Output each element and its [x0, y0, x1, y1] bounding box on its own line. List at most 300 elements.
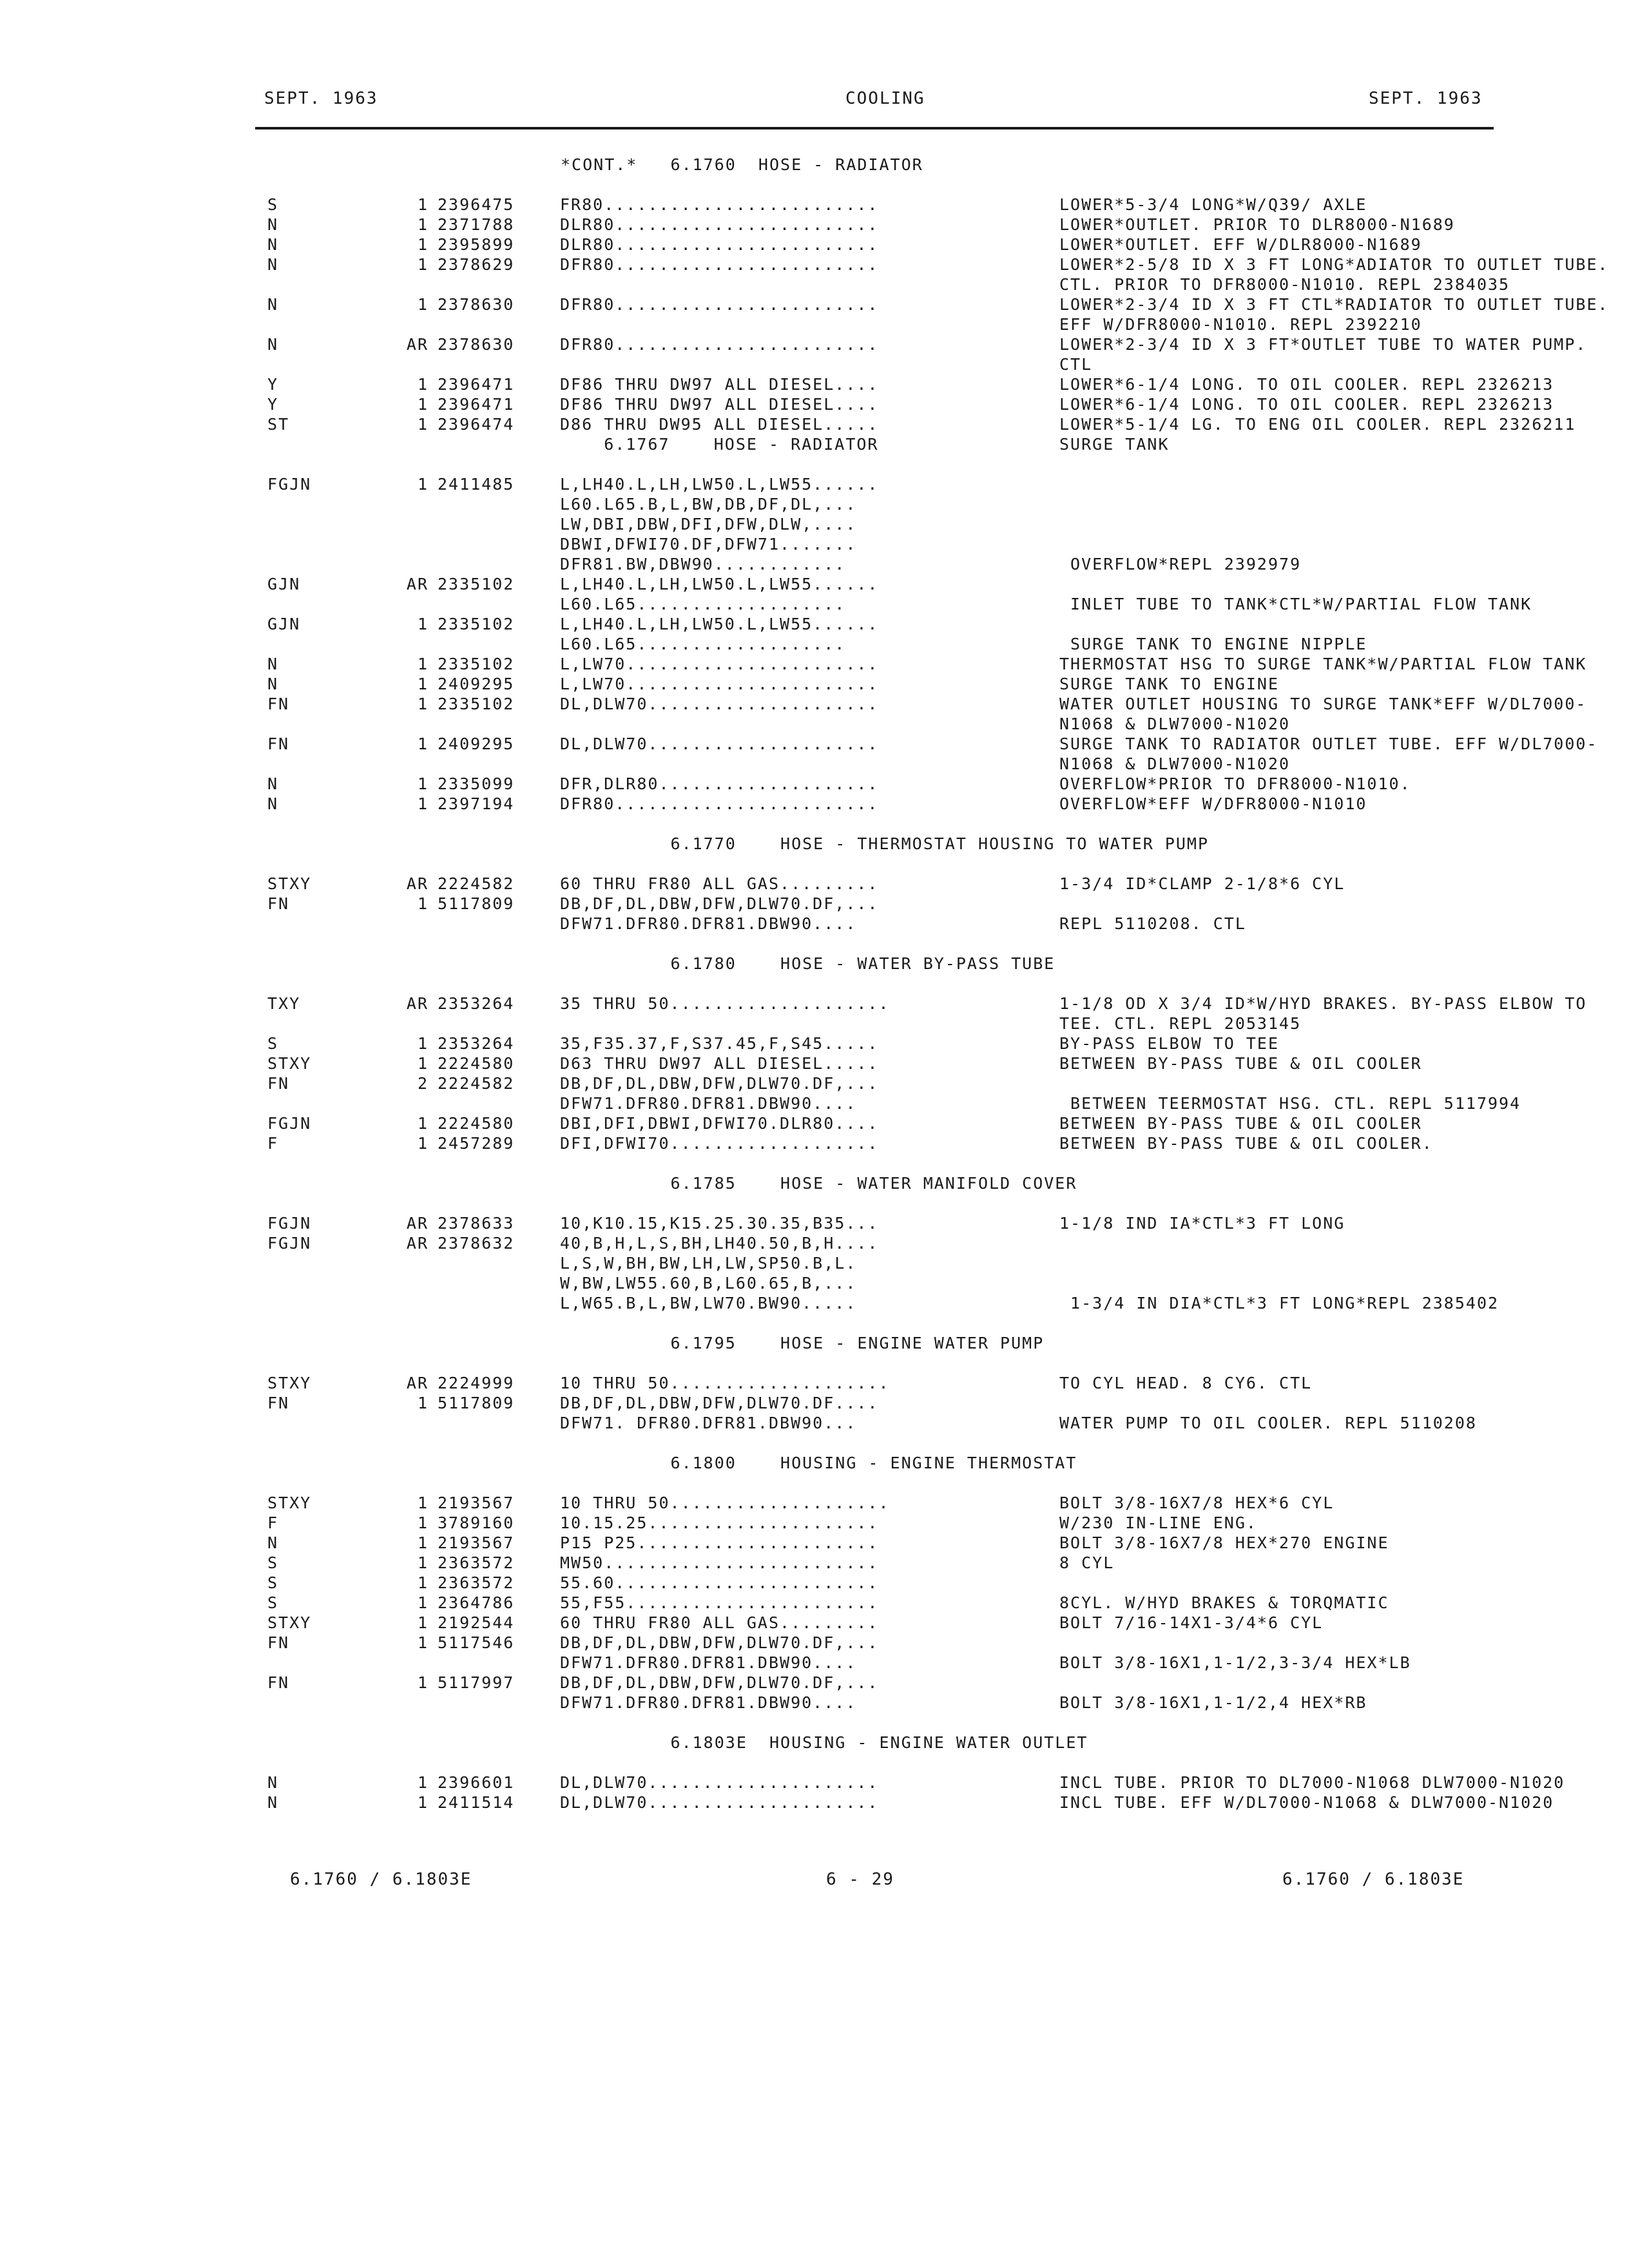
models: FR80......................... [560, 195, 879, 214]
remarks: REPL 5110208. CTL [1059, 914, 1246, 933]
part-number [429, 354, 560, 374]
quantity [390, 534, 429, 554]
part-row [267, 734, 1598, 754]
section-heading: *CONT.* 6.1760 HOSE - RADIATOR [561, 155, 923, 174]
part-row [267, 714, 1505, 734]
part-row [267, 694, 1587, 714]
part-row [267, 1014, 1505, 1033]
spacer [267, 1713, 1505, 1733]
part-number: 2396471 [438, 395, 515, 414]
part-row [267, 1792, 1554, 1812]
part-number [429, 1653, 560, 1673]
models: DLR80........................ [560, 235, 879, 254]
remarks: INCL TUBE. EFF W/DL7000-N1068 & DLW7000-N1020 [1059, 1793, 1554, 1812]
models: 10.15.25..................... [560, 1514, 879, 1532]
quantity: AR [406, 575, 429, 593]
part-row [267, 354, 1505, 374]
part-row [267, 374, 1554, 394]
quantity [390, 1093, 429, 1113]
part-number: 2411514 [438, 1793, 515, 1812]
part-number: 5117997 [438, 1673, 515, 1692]
quantity [390, 1413, 429, 1433]
models: LW,DBI,DBW,DFI,DFW,DLW,.... [560, 515, 857, 533]
part-number: 2224580 [438, 1114, 515, 1133]
quantity [390, 1693, 429, 1713]
part-number: 2378630 [438, 335, 515, 354]
usage-code: N [267, 655, 279, 673]
quantity: AR [406, 1234, 429, 1253]
spacer [267, 1433, 1505, 1453]
spacer [267, 1153, 1505, 1173]
spacer [267, 974, 1505, 994]
usage-code [267, 1653, 390, 1673]
part-number: 2335102 [438, 615, 515, 633]
part-number: 2378633 [438, 1214, 515, 1233]
models: DFR80........................ [560, 255, 879, 274]
part-number [429, 494, 560, 514]
part-number: 2371788 [438, 215, 515, 234]
spacer [267, 934, 1505, 954]
models: DFW71.DFR80.DFR81.DBW90.... [560, 1693, 857, 1712]
quantity [390, 1253, 429, 1273]
remarks: EFF W/DFR8000-N1010. REPL 2392210 [1059, 315, 1422, 334]
remarks: LOWER*5-3/4 LONG*W/Q39/ AXLE [1059, 195, 1367, 214]
quantity: 1 [417, 695, 429, 713]
remarks [1059, 614, 1505, 634]
part-row [267, 1073, 1505, 1093]
models [560, 274, 1059, 294]
remarks: WATER PUMP TO OIL COOLER. REPL 5110208 [1059, 1414, 1477, 1432]
header-date-left: SEPT. 1963 [264, 89, 378, 108]
part-number: 5117809 [438, 1394, 515, 1412]
remarks: TEE. CTL. REPL 2053145 [1059, 1014, 1302, 1033]
section-heading: 6.1770 HOSE - THERMOSTAT HOUSING TO WATER PUMP [561, 834, 1210, 853]
usage-code: GJN [267, 615, 301, 633]
remarks: LOWER*6-1/4 LONG. TO OIL COOLER. REPL 2326213 [1059, 375, 1554, 394]
usage-code: S [267, 1593, 279, 1612]
remarks [1059, 574, 1505, 594]
models: L60.L65................... [560, 595, 846, 613]
part-number: 2335102 [438, 695, 515, 713]
usage-code [267, 514, 390, 534]
models: L,LW70....................... [560, 655, 879, 673]
usage-code: S [267, 1573, 279, 1592]
usage-code [267, 1413, 390, 1433]
usage-code: FN [267, 1394, 290, 1412]
remarks: BETWEEN TEERMOSTAT HSG. CTL. REPL 5117994 [1059, 1094, 1521, 1113]
usage-code: STXY [267, 1054, 312, 1073]
quantity: 1 [417, 195, 429, 214]
quantity: AR [406, 994, 429, 1013]
usage-code [267, 494, 390, 514]
models: DFR80........................ [560, 295, 879, 314]
models: DB,DF,DL,DBW,DFW,DLW70.DF,... [560, 1633, 879, 1652]
section-heading: 6.1780 HOSE - WATER BY-PASS TUBE [561, 954, 1055, 973]
part-row [267, 1673, 1505, 1693]
remarks: N1068 & DLW7000-N1020 [1059, 754, 1291, 773]
quantity: 1 [417, 1394, 429, 1412]
quantity [390, 754, 429, 774]
remarks: BETWEEN BY-PASS TUBE & OIL COOLER [1059, 1114, 1422, 1133]
usage-code [267, 1014, 390, 1033]
models: DFI,DFWI70................... [560, 1134, 879, 1153]
models: L,S,W,BH,BW,LH,LW,SP50.B,L. [560, 1254, 857, 1273]
usage-code [267, 434, 390, 454]
quantity: 1 [417, 235, 429, 254]
remarks: BETWEEN BY-PASS TUBE & OIL COOLER [1059, 1054, 1422, 1073]
part-row [267, 1493, 1505, 1513]
part-row [267, 1373, 1505, 1393]
part-row [267, 1633, 1505, 1653]
part-row [267, 215, 1505, 235]
usage-code: S [267, 1034, 279, 1053]
part-row [267, 674, 1505, 694]
header-rule [255, 127, 1494, 130]
spacer [267, 1193, 1505, 1213]
spacer [267, 854, 1505, 874]
remarks: SURGE TANK TO ENGINE [1059, 675, 1280, 693]
quantity: 1 [417, 1613, 429, 1632]
usage-code [267, 274, 390, 294]
usage-code: N [267, 255, 279, 274]
spacer [267, 454, 1505, 474]
usage-code [267, 914, 390, 934]
part-row [267, 594, 1532, 614]
models: DB,DF,DL,DBW,DFW,DLW70.DF.... [560, 1394, 879, 1412]
part-row [267, 1773, 1565, 1792]
remarks: BOLT 7/16-14X1-3/4*6 CYL [1059, 1613, 1324, 1632]
quantity [390, 594, 429, 614]
models: MW50......................... [560, 1553, 879, 1572]
remarks: N1068 & DLW7000-N1020 [1059, 715, 1291, 733]
models [560, 754, 1059, 774]
usage-code: FGJN [267, 1234, 312, 1253]
part-number: 2409295 [438, 675, 515, 693]
quantity [390, 1653, 429, 1673]
part-number: 2335102 [438, 575, 515, 593]
quantity [390, 354, 429, 374]
part-row [267, 195, 1505, 215]
quantity [390, 914, 429, 934]
part-number [429, 1273, 560, 1293]
quantity: 2 [417, 1074, 429, 1093]
usage-code: FN [267, 695, 290, 713]
part-number [429, 714, 560, 734]
part-row [267, 1693, 1505, 1713]
remarks: OVERFLOW*PRIOR TO DFR8000-N1010. [1059, 774, 1411, 793]
models: DLR80........................ [560, 215, 879, 234]
models [560, 314, 1059, 334]
models: P15 P25...................... [560, 1533, 879, 1552]
models: 40,B,H,L,S,BH,LH40.50,B,H.... [560, 1234, 879, 1253]
models: DF86 THRU DW97 ALL DIESEL.... [560, 395, 879, 414]
part-row [267, 914, 1505, 934]
models: 10 THRU 50.................... [560, 1374, 890, 1392]
usage-code [267, 1273, 390, 1293]
models: L,LH40.L,LH,LW50.L,LW55...... [560, 475, 879, 494]
quantity: 1 [417, 675, 429, 693]
quantity [390, 274, 429, 294]
models: DFR,DLR80.................... [560, 774, 879, 793]
spacer [267, 175, 1505, 195]
part-number: 2224580 [438, 1054, 515, 1073]
remarks: BOLT 3/8-16X7/8 HEX*270 ENGINE [1059, 1533, 1389, 1552]
part-number [429, 314, 560, 334]
models: DL,DLW70..................... [560, 1793, 879, 1812]
quantity: 1 [417, 1673, 429, 1692]
quantity: 1 [417, 1114, 429, 1133]
part-number [429, 434, 560, 454]
models: DL,DLW70..................... [560, 735, 879, 753]
quantity: 1 [417, 735, 429, 753]
models: DFW71.DFR80.DFR81.DBW90.... [560, 1094, 857, 1113]
part-number: 2395899 [438, 235, 515, 254]
usage-code: STXY [267, 1494, 312, 1512]
section-heading: 6.1785 HOSE - WATER MANIFOLD COVER [561, 1174, 1077, 1193]
models: D86 THRU DW95 ALL DIESEL..... [560, 415, 879, 434]
usage-code: FGJN [267, 1114, 312, 1133]
models: 60 THRU FR80 ALL GAS......... [560, 1613, 879, 1632]
part-row [267, 514, 1505, 534]
spacer [267, 1473, 1505, 1493]
part-number: 2224999 [438, 1374, 515, 1392]
models [560, 1014, 1059, 1033]
remarks [1059, 1673, 1505, 1693]
models: 60 THRU FR80 ALL GAS......... [560, 874, 879, 893]
part-number [429, 1093, 560, 1113]
part-number: 2363572 [438, 1573, 515, 1592]
part-row [267, 314, 1505, 334]
usage-code [267, 714, 390, 734]
part-row [267, 1413, 1505, 1433]
part-row [267, 994, 1587, 1014]
remarks [1059, 894, 1505, 914]
part-row [267, 574, 1505, 594]
part-number: 2353264 [438, 1034, 515, 1053]
quantity: 1 [417, 1633, 429, 1652]
footer-range-right: 6.1760 / 6.1803E [1282, 1870, 1465, 1889]
part-row [267, 434, 1505, 454]
models: L,LW70....................... [560, 675, 879, 693]
models: DFW71. DFR80.DFR81.DBW90... [560, 1414, 857, 1432]
part-row [267, 1593, 1505, 1613]
models [560, 714, 1059, 734]
usage-code: FN [267, 1633, 290, 1652]
part-row [267, 1113, 1505, 1133]
section-heading: 6.1800 HOUSING - ENGINE THERMOSTAT [561, 1454, 1077, 1472]
models: D63 THRU DW97 ALL DIESEL..... [560, 1054, 879, 1073]
part-number [429, 1693, 560, 1713]
remarks: BY-PASS ELBOW TO TEE [1059, 1034, 1280, 1053]
models: DB,DF,DL,DBW,DFW,DLW70.DF,... [560, 1673, 879, 1692]
remarks: SURGE TANK TO RADIATOR OUTLET TUBE. EFF W/DL7000- [1059, 735, 1598, 753]
part-number [429, 554, 560, 574]
spacer [267, 1753, 1505, 1773]
header-section-title: COOLING [845, 89, 925, 108]
part-row [267, 614, 1505, 634]
remarks: LOWER*5-1/4 LG. TO ENG OIL COOLER. REPL 2326211 [1059, 415, 1576, 434]
part-row [267, 1213, 1505, 1233]
usage-code: STXY [267, 1613, 312, 1632]
usage-code: N [267, 1533, 279, 1552]
quantity: 1 [417, 295, 429, 314]
remarks: LOWER*2-3/4 ID X 3 FT*OUTLET TUBE TO WATER PUMP. [1059, 335, 1587, 354]
usage-code: FGJN [267, 1214, 312, 1233]
models: DBI,DFI,DBWI,DFWI70.DLR80.... [560, 1114, 879, 1133]
part-number: 2193567 [438, 1533, 515, 1552]
usage-code: FN [267, 1673, 290, 1692]
usage-code: N [267, 215, 279, 234]
remarks [1059, 1073, 1505, 1093]
models: DL,DLW70..................... [560, 1773, 879, 1792]
remarks: 1-1/8 IND IA*CTL*3 FT LONG [1059, 1214, 1345, 1233]
quantity [390, 554, 429, 574]
remarks: OVERFLOW*REPL 2392979 [1059, 555, 1302, 573]
part-row [267, 255, 1609, 274]
remarks: WATER OUTLET HOUSING TO SURGE TANK*EFF W/DL7000- [1059, 695, 1587, 713]
quantity: 1 [417, 655, 429, 673]
usage-code: TXY [267, 994, 301, 1013]
quantity: AR [406, 1214, 429, 1233]
part-row [267, 754, 1505, 774]
spacer [267, 1313, 1505, 1333]
quantity: 1 [417, 1514, 429, 1532]
quantity: 1 [417, 1134, 429, 1153]
usage-code: N [267, 774, 279, 793]
quantity: 1 [417, 1054, 429, 1073]
part-number: 2363572 [438, 1553, 515, 1572]
part-row [267, 1533, 1505, 1553]
quantity [390, 434, 429, 454]
models: 55,F55....................... [560, 1593, 879, 1612]
usage-code [267, 634, 390, 654]
models: DB,DF,DL,DBW,DFW,DLW70.DF,... [560, 894, 879, 913]
usage-code: N [267, 1793, 279, 1812]
models: 55.60........................ [560, 1573, 879, 1592]
parts-listing [267, 155, 1609, 1812]
part-number: 2224582 [438, 1074, 515, 1093]
part-row [267, 1653, 1505, 1673]
part-number: 2224582 [438, 874, 515, 893]
part-row [267, 334, 1587, 354]
models: DFW71.DFR80.DFR81.DBW90.... [560, 1653, 857, 1672]
remarks [1059, 1633, 1505, 1653]
quantity: 1 [417, 1533, 429, 1552]
models: L,LH40.L,LH,LW50.L,LW55...... [560, 615, 879, 633]
quantity [390, 314, 429, 334]
part-number: 2378632 [438, 1234, 515, 1253]
quantity: 1 [417, 475, 429, 494]
models: DFR80........................ [560, 335, 879, 354]
remarks: 1-3/4 IN DIA*CTL*3 FT LONG*REPL 2385402 [1059, 1294, 1499, 1312]
models: 35 THRU 50.................... [560, 994, 890, 1013]
part-row [267, 1033, 1505, 1053]
part-row [267, 1293, 1505, 1313]
quantity: 1 [417, 1553, 429, 1572]
quantity [390, 494, 429, 514]
usage-code: Y [267, 375, 279, 394]
models: DFR80........................ [560, 794, 879, 813]
part-number: 2411485 [438, 475, 515, 494]
part-number: 2457289 [438, 1134, 515, 1153]
part-row [267, 654, 1587, 674]
usage-code: N [267, 235, 279, 254]
part-number: 5117809 [438, 894, 515, 913]
remarks: INCL TUBE. PRIOR TO DL7000-N1068 DLW7000-N1020 [1059, 1773, 1565, 1792]
part-number: 2378630 [438, 295, 515, 314]
quantity: 1 [417, 215, 429, 234]
models: DF86 THRU DW97 ALL DIESEL.... [560, 375, 879, 394]
remarks: 8CYL. W/HYD BRAKES & TORQMATIC [1059, 1593, 1389, 1612]
part-number: 2409295 [438, 735, 515, 753]
part-row [267, 874, 1505, 894]
quantity: 1 [417, 1793, 429, 1812]
part-row [267, 494, 1505, 514]
part-number [429, 754, 560, 774]
remarks: BOLT 3/8-16X1,1-1/2,4 HEX*RB [1059, 1693, 1367, 1712]
usage-code: N [267, 1773, 279, 1792]
part-number: 3789160 [438, 1514, 515, 1532]
quantity [390, 1273, 429, 1293]
remarks: 8 CYL [1059, 1553, 1115, 1572]
quantity: 1 [417, 415, 429, 434]
remarks: LOWER*2-5/8 ID X 3 FT LONG*ADIATOR TO OUTLET TUBE. [1059, 255, 1609, 274]
part-row [267, 294, 1609, 314]
remarks: BOLT 3/8-16X1,1-1/2,3-3/4 HEX*LB [1059, 1653, 1411, 1672]
quantity: 1 [417, 375, 429, 394]
quantity: 1 [417, 894, 429, 913]
part-row [267, 414, 1576, 434]
usage-code [267, 1293, 390, 1313]
remarks [1059, 1573, 1505, 1593]
models: W,BW,LW55.60,B,L60.65,B,... [560, 1274, 857, 1293]
part-number [429, 1014, 560, 1033]
usage-code [267, 594, 390, 614]
remarks: SURGE TANK [1059, 435, 1170, 454]
models: DB,DF,DL,DBW,DFW,DLW70.DF,... [560, 1074, 879, 1093]
part-row [267, 1573, 1505, 1593]
remarks: THERMOSTAT HSG TO SURGE TANK*W/PARTIAL FLOW TANK [1059, 655, 1587, 673]
usage-code: Y [267, 395, 279, 414]
usage-code [267, 534, 390, 554]
part-number: 5117546 [438, 1633, 515, 1652]
spacer [267, 814, 1505, 834]
usage-code: STXY [267, 1374, 312, 1392]
models: 10,K10.15,K15.25.30.35,B35... [560, 1214, 879, 1233]
remarks [1059, 474, 1505, 494]
part-number: 2364786 [438, 1593, 515, 1612]
quantity: AR [406, 1374, 429, 1392]
quantity: AR [406, 335, 429, 354]
part-row [267, 1053, 1505, 1073]
remarks: BETWEEN BY-PASS TUBE & OIL COOLER. [1059, 1134, 1433, 1153]
quantity: 1 [417, 1034, 429, 1053]
quantity: 1 [417, 255, 429, 274]
remarks: LOWER*OUTLET. PRIOR TO DLR8000-N1689 [1059, 215, 1455, 234]
usage-code: ST [267, 415, 290, 434]
quantity: 1 [417, 1773, 429, 1792]
remarks: SURGE TANK TO ENGINE NIPPLE [1059, 635, 1367, 653]
usage-code [267, 314, 390, 334]
models: DFR81.BW,DBW90............ [560, 555, 846, 573]
models: 6.1767 HOSE - RADIATOR [560, 435, 879, 454]
usage-code [267, 1693, 390, 1713]
part-row [267, 1133, 1505, 1153]
part-row [267, 794, 1505, 814]
part-number [429, 1253, 560, 1273]
remarks [1059, 514, 1505, 534]
part-number [429, 1413, 560, 1433]
